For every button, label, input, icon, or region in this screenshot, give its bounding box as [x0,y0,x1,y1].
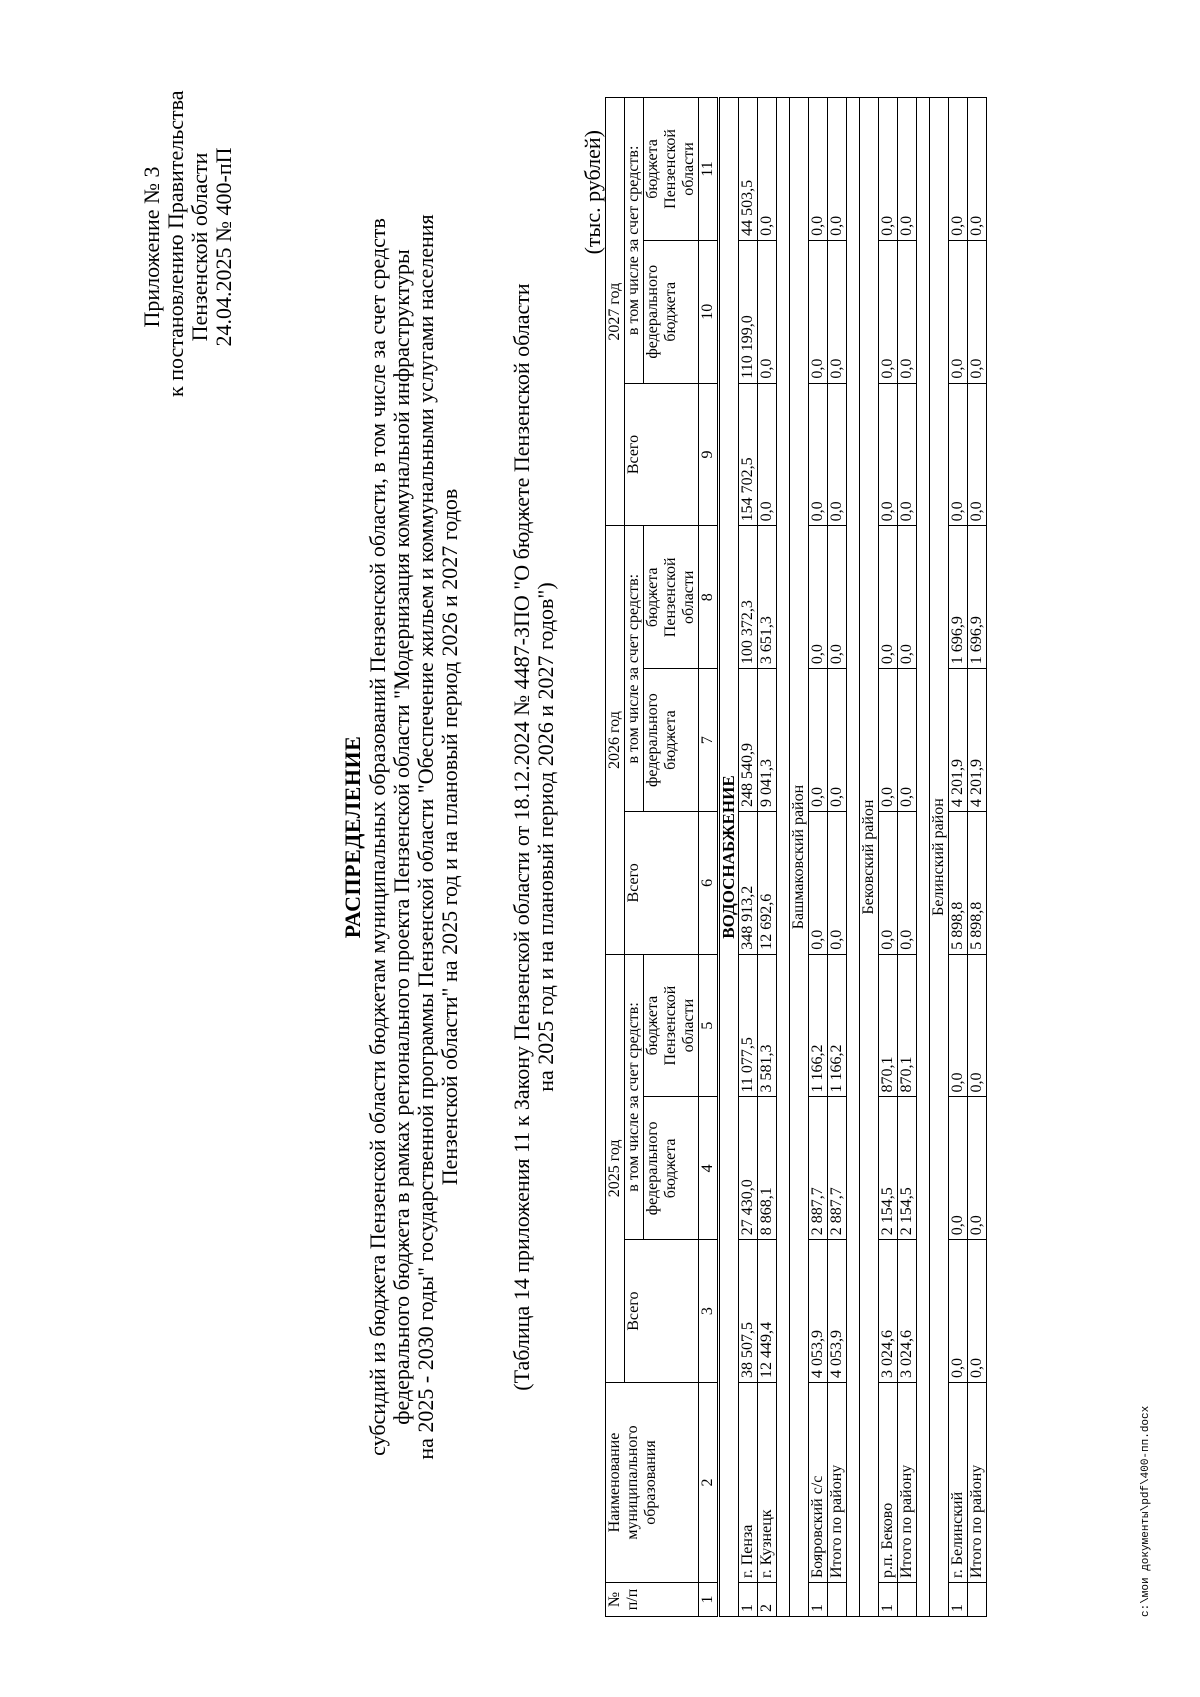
appendix-line: Приложение № 3 [139,166,164,328]
amount-cell: 1 166,2 [828,954,847,1097]
amount-cell: 0,0 [898,240,917,383]
amount-cell: 0,0 [828,526,847,669]
amount-cell: 1 166,2 [809,954,828,1097]
amount-cell: 0,0 [898,811,917,954]
appendix-line: к постановлению Правительства [163,90,188,397]
amount-cell: 12 692,6 [758,811,777,954]
amount-cell: 1 696,9 [949,526,968,669]
table-row [828,98,847,1617]
amount-cell: 0,0 [828,98,847,241]
municipality-name: г. Пенза [739,1383,758,1583]
amount-cell: 4 [699,1097,719,1240]
amount-cell: 0,0 [809,240,828,383]
amount-cell: 12 449,4 [758,1240,777,1383]
amount-cell: 1 696,9 [968,526,987,669]
amount-cell: 0,0 [968,240,987,383]
appendix-line: 24.04.2025 № 400-пП [211,147,236,347]
amount-cell: 7 [699,669,719,812]
table-row [898,98,917,1617]
table-row [739,98,758,1617]
district-row [930,98,949,1617]
municipality-name: г. Белинский [949,1383,968,1583]
row-number [828,1583,847,1617]
amount-cell: 10 [699,240,719,383]
amount-cell: 154 702,5 [739,383,758,526]
title-line: субсидий из бюджета Пензенской области бюджетам муниципальных образований Пензенской области, в том числе за счет средств [365,218,390,1456]
municipality-name: Итого по району [898,1383,917,1583]
title-line: на 2025 - 2030 годы" государственной программы Пензенской области "Обеспечение жильем и коммунальными услугами населения [413,214,438,1460]
amount-cell: 0,0 [968,954,987,1097]
row-number: 2 [758,1583,777,1617]
amount-cell: 0,0 [809,383,828,526]
amount-cell: 9 041,3 [758,669,777,812]
amount-cell: 0,0 [879,526,898,669]
amount-cell: 0,0 [758,240,777,383]
reg-header: бюджета Пензенской области [644,98,699,241]
amount-cell: 0,0 [809,669,828,812]
amount-cell: 0,0 [828,669,847,812]
year-2027-header: 2027 год [606,98,625,526]
spacer-row-label [777,98,790,1617]
amount-cell: 0,0 [949,240,968,383]
spacer-row [917,98,930,1617]
note-line: (Таблица 14 приложения 11 к Закону Пензенской области от 18.12.2024 № 4487-ЗПО "О бюджете Пензенской области [509,283,534,1391]
amount-cell: 0,0 [968,1240,987,1383]
amount-cell: 0,0 [898,669,917,812]
amount-cell: 8 [699,526,719,669]
table-body [699,98,987,1617]
amount-cell: 870,1 [879,954,898,1097]
title-heading: РАСПРЕДЕЛЕНИЕ [340,735,365,939]
table-row [879,98,898,1617]
amount-cell: 100 372,3 [739,526,758,669]
amount-cell: 0,0 [758,383,777,526]
amount-cell: 0,0 [879,98,898,241]
reg-header: бюджета Пензенской области [644,954,699,1097]
amount-cell: 5 898,8 [949,811,968,954]
table-header [606,98,699,1617]
amount-cell: 0,0 [949,1240,968,1383]
title-line: федерального бюджета в рамках регионального проекта Пензенской области "Модернизация коммунальной инфраструктуры [389,249,414,1425]
year-2025-header: 2025 год [606,954,625,1382]
amount-cell: 11 [699,98,719,241]
row-number: 1 [699,1583,719,1617]
row-number [898,1583,917,1617]
amount-cell: 0,0 [809,811,828,954]
total-header: Всего [625,383,699,526]
amount-cell: 0,0 [879,811,898,954]
amount-cell: 0,0 [949,98,968,241]
appendix-header [139,90,236,397]
spacer-row-label [847,98,860,1617]
amount-cell: 4 053,9 [809,1240,828,1383]
municipality-name: Итого по району [828,1383,847,1583]
district-row [790,98,809,1617]
amount-cell: 3 [699,1240,719,1383]
municipality-name: Итого по району [968,1383,987,1583]
amount-cell: 44 503,5 [739,98,758,241]
district-row-label: Белинский район [930,98,949,1617]
row-number: 1 [879,1583,898,1617]
amount-cell: 27 430,0 [739,1097,758,1240]
incl-header: в том числе за счет средств: [625,98,644,384]
municipality-name: Бояровский с/с [809,1383,828,1583]
amount-cell: 110 199,0 [739,240,758,383]
amount-cell: 0,0 [809,526,828,669]
fed-header: федерального бюджета [644,240,699,383]
amount-cell: 2 887,7 [828,1097,847,1240]
amount-cell: 3 651,3 [758,526,777,669]
amount-cell: 0,0 [898,98,917,241]
district-row-label: Башмаковский район [790,98,809,1617]
spacer-row [777,98,790,1617]
district-row-label: Бековский район [860,98,879,1617]
section-row [719,98,739,1617]
amount-cell: 3 581,3 [758,954,777,1097]
amount-cell: 0,0 [968,98,987,241]
row-number: 1 [949,1583,968,1617]
section-row-label: ВОДОСНАБЖЕНИЕ [719,98,739,1617]
amount-cell: 0,0 [898,383,917,526]
amount-cell: 0,0 [879,383,898,526]
amount-cell: 2 154,5 [879,1097,898,1240]
table-row [949,98,968,1617]
note-line: на 2025 год и на плановый период 2026 и 2027 годов") [533,582,558,1092]
amount-cell: 6 [699,811,719,954]
amount-cell: 0,0 [828,811,847,954]
row-number: 1 [739,1583,758,1617]
total-header: Всего [625,1240,699,1383]
col-num-header: № п/п [606,1583,699,1617]
total-header: Всего [625,811,699,954]
amount-cell: 0,0 [879,240,898,383]
amount-cell: 4 053,9 [828,1240,847,1383]
spacer-row-label [917,98,930,1617]
distribution-table [605,97,987,1617]
table-row [758,98,777,1617]
amount-cell: 0,0 [809,98,828,241]
amount-cell: 870,1 [898,954,917,1097]
row-number [968,1583,987,1617]
amount-cell: 0,0 [898,526,917,669]
reg-header: бюджета Пензенской области [644,526,699,669]
fed-header: федерального бюджета [644,1097,699,1240]
spacer-row [847,98,860,1617]
municipality-name: 2 [699,1383,719,1583]
amount-cell: 3 024,6 [898,1240,917,1383]
col-name-header: Наименование муниципального образования [606,1383,699,1583]
fed-header: федерального бюджета [644,669,699,812]
document-title [340,97,462,1577]
amount-cell: 11 077,5 [739,954,758,1097]
amount-cell: 0,0 [949,1097,968,1240]
table-row [809,98,828,1617]
amount-cell: 0,0 [828,383,847,526]
amount-cell: 0,0 [949,954,968,1097]
table-row [968,98,987,1617]
table-note [510,97,558,1577]
amount-cell: 9 [699,383,719,526]
amount-cell: 5 898,8 [968,811,987,954]
amount-cell: 38 507,5 [739,1240,758,1383]
amount-cell: 2 887,7 [809,1097,828,1240]
amount-cell: 348 913,2 [739,811,758,954]
district-row [860,98,879,1617]
amount-cell: 5 [699,954,719,1097]
amount-cell: 3 024,6 [879,1240,898,1383]
amount-cell: 2 154,5 [898,1097,917,1240]
year-2026-header: 2026 год [606,526,625,954]
municipality-name: г. Кузнецк [758,1383,777,1583]
amount-cell: 0,0 [968,1097,987,1240]
municipality-name: р.п. Беково [879,1383,898,1583]
appendix-line: Пензенской области [187,152,212,342]
amount-cell: 8 868,1 [758,1097,777,1240]
table-row [699,98,719,1617]
amount-cell: 0,0 [949,383,968,526]
amount-cell: 248 540,9 [739,669,758,812]
amount-cell: 4 201,9 [968,669,987,812]
row-number: 1 [809,1583,828,1617]
incl-header: в том числе за счет средств: [625,526,644,812]
file-path-footer: c:\мои документы\pdf\400-пп.docx [1140,1405,1152,1617]
units-label: (тыс. рублей) [580,130,605,255]
title-line: Пензенской области" на 2025 год и на плановый период 2026 и 2027 годов [437,488,462,1186]
amount-cell: 0,0 [968,383,987,526]
amount-cell: 0,0 [879,669,898,812]
amount-cell: 0,0 [828,240,847,383]
amount-cell: 0,0 [758,98,777,241]
amount-cell: 4 201,9 [949,669,968,812]
incl-header: в том числе за счет средств: [625,954,644,1240]
